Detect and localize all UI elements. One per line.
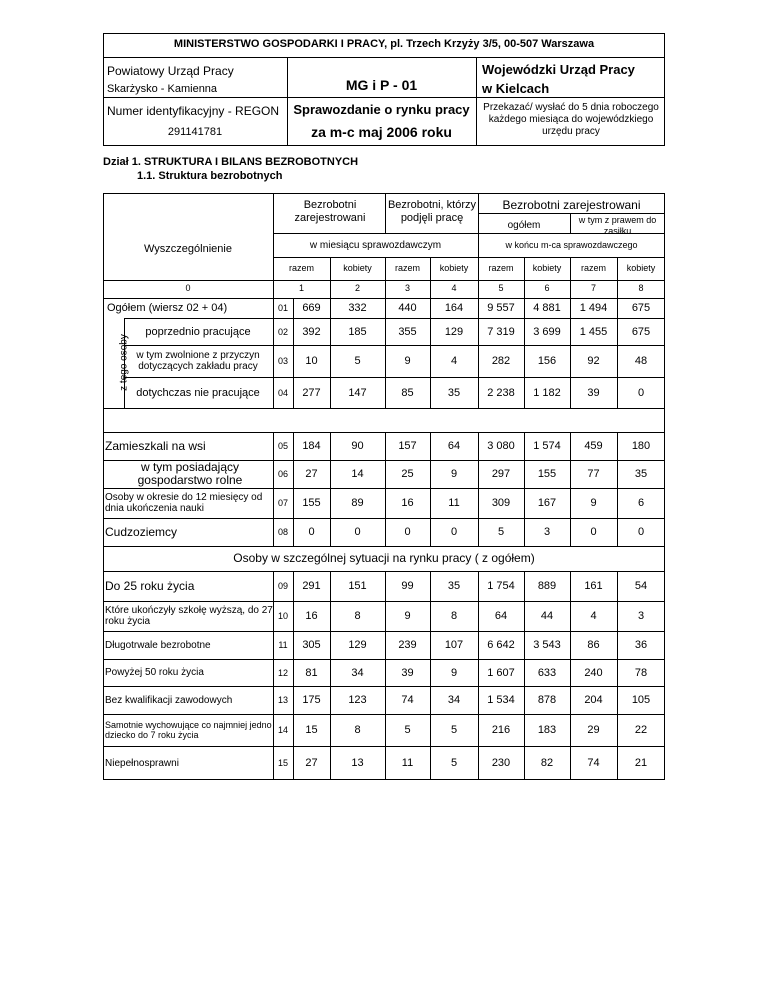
cell-value: 239 [398,639,417,651]
col-number: 2 [354,283,360,293]
cell-value: 297 [491,468,511,480]
cell-value: 4 881 [533,302,561,314]
cell-value: 48 [634,355,648,367]
cell-value: 3 543 [533,639,561,651]
row-label: w tym zwolnione z przyczyn dotyczących zakładu pracy [136,350,260,372]
row-code: 04 [277,387,288,398]
sub-kobiety: kobiety [626,263,656,273]
office-label: Powiatowy Urząd Pracy [107,64,234,78]
cell-value: 8 [354,610,361,622]
row-label: Niepełnosprawni [105,757,179,769]
cell-value: 0 [637,526,645,538]
cell-value: 35 [634,468,648,480]
special-heading: Osoby w szczególnej sytuacji na rynku pracy ( z ogółem) [233,551,535,565]
form-code: MG i P - 01 [345,77,418,93]
cell-value: 0 [308,526,315,538]
cell-value: 34 [447,694,461,706]
cell-value: 355 [398,325,417,338]
cell-value: 107 [444,639,464,651]
head-bezrobotni-zarejestrowani: Bezrobotni zarejestrowani [294,199,366,224]
cell-value: 90 [351,440,364,452]
cell-value: 440 [398,302,417,314]
z-tego-osoby-label: z tego osoby [118,334,130,391]
cell-value: 1 534 [487,694,515,706]
cell-value: 9 [450,468,458,480]
cell-value: 889 [537,580,557,592]
cell-value: 3 080 [487,440,515,452]
section-title: Dział 1. STRUKTURA I BILANS BEZROBOTNYCH [103,156,359,168]
wup-line2: w Kielcach [482,81,550,96]
cell-value: 77 [587,468,600,480]
cell-value: 9 557 [487,302,515,314]
office-name: Skarżysko - Kamienna [107,83,218,95]
cell-value: 0 [637,386,645,399]
cell-value: 44 [540,610,554,622]
cell-value: 669 [302,302,321,314]
row-code: 07 [277,498,288,508]
regon-label: Numer identyfikacyjny - REGON [107,104,280,118]
cell-value: 5 [404,724,411,736]
cell-value: 633 [537,666,557,679]
row-label: Do 25 roku życia [105,578,195,593]
col-number: 3 [404,283,410,293]
row-label: Samotnie wychowujące co najmniej jedno dziecko do 7 roku życia [105,720,272,740]
row-label: dotychczas nie pracujące [136,386,260,399]
cell-value: 183 [537,724,557,736]
cell-value: 5 [354,355,361,367]
col-number: 6 [544,283,550,293]
row-code: 09 [277,581,288,591]
row-label: w tym posiadający gospodarstwo rolne [137,460,243,487]
row-divider [103,571,665,572]
cell-value: 1 455 [579,325,608,338]
cell-value: 5 [497,526,505,538]
cell-value: 129 [348,639,367,651]
col-number: 5 [498,283,504,293]
cell-value: 21 [634,757,648,769]
cell-value: 35 [447,386,461,399]
row-code: 08 [277,527,288,537]
cell-value: 185 [348,325,367,338]
row-code: 15 [277,758,288,768]
cell-value: 675 [631,302,651,314]
cell-value: 39 [587,386,600,399]
cell-value: 332 [348,302,367,314]
cell-value: 157 [398,440,417,452]
cell-value: 164 [444,302,464,314]
cell-value: 36 [634,639,648,651]
row-label: Zamieszkali na wsi [105,438,206,453]
cell-value: 156 [537,355,557,367]
row-label: Ogółem (wiersz 02 + 04) [107,302,228,314]
cell-value: 240 [584,666,603,679]
cell-value: 216 [491,724,511,736]
cell-value: 175 [302,694,321,706]
col-number: 8 [638,283,644,293]
cell-value: 147 [348,386,367,399]
cell-value: 161 [584,580,603,592]
cell-value: 6 642 [487,639,515,651]
cell-value: 5 [450,724,458,736]
cell-value: 0 [450,526,458,538]
cell-value: 3 699 [533,325,561,338]
cell-value: 78 [634,666,648,679]
cell-value: 155 [537,468,557,480]
cell-value: 54 [634,580,648,592]
cell-value: 105 [631,694,651,706]
cell-value: 277 [302,386,321,399]
cell-value: 878 [537,694,557,706]
row-code: 02 [277,326,288,337]
cell-value: 74 [401,694,414,706]
cell-value: 392 [302,325,321,338]
row-code: 03 [277,356,288,366]
cell-value: 29 [587,724,600,736]
cell-value: 282 [491,355,511,367]
col-number: 4 [451,283,457,293]
cell-value: 1 754 [487,580,515,592]
cell-value: 4 [590,610,597,622]
cell-value: 15 [305,724,318,736]
cell-value: 16 [305,610,318,622]
cell-value: 123 [348,694,367,706]
cell-value: 0 [404,526,411,538]
head-ogolem: ogółem [507,220,541,231]
cell-value: 305 [302,639,321,651]
row-code: 12 [277,667,288,678]
row-divider [103,546,665,547]
cell-value: 9 [404,355,411,367]
cell-value: 6 [637,497,645,509]
cell-value: 14 [351,468,364,480]
cell-value: 74 [587,757,600,769]
section-subtitle: 1.1. Struktura bezrobotnych [137,170,283,182]
cell-value: 167 [537,497,557,509]
row-code: 13 [277,695,288,705]
cell-value: 1 494 [579,302,608,314]
send-note: Przekazać/ wysłać do 5 dnia roboczego każdego miesiąca do wojewódzkiego urzędu pracy [483,102,659,137]
cell-value: 10 [305,355,318,367]
wup-line1: Wojewódzki Urząd Pracy [482,62,635,77]
cell-value: 9 [590,497,597,509]
cell-value: 89 [351,497,364,509]
cell-value: 230 [491,757,511,769]
cell-value: 11 [401,757,414,769]
cell-value: 25 [401,468,414,480]
cell-value: 22 [634,724,648,736]
row-divider [103,432,665,433]
report-title: Sprawozdanie o rynku pracy [293,102,470,117]
col-number: 7 [590,283,596,293]
cell-value: 64 [447,440,461,452]
report-period: za m-c maj 2006 roku [311,124,452,140]
cell-value: 9 [450,666,458,679]
cell-value: 92 [587,355,600,367]
cell-value: 180 [631,440,651,452]
head-w-koncu: w końcu m-ca sprawozdawczego [505,240,638,250]
row-code: 05 [277,441,288,451]
ministry-title: MINISTERSTWO GOSPODARKI I PRACY, pl. Trzech Krzyży 3/5, 00-507 Warszawa [173,38,595,50]
col-number: 1 [298,283,304,293]
sub-kobiety: kobiety [343,263,372,273]
cell-value: 291 [302,580,321,592]
row-label: poprzednio pracujące [145,325,251,338]
cell-value: 129 [444,325,464,338]
cell-value: 204 [584,694,603,706]
sub-razem: razem [288,263,314,273]
row-code: 01 [277,303,288,313]
sub-razem: razem [580,263,606,273]
cell-value: 151 [348,580,367,592]
regon-value: 291141781 [167,126,223,138]
cell-value: 3 [637,610,645,622]
cell-value: 99 [401,580,414,592]
row-code: 10 [277,611,288,621]
row-code: 06 [277,469,288,479]
row-label: Długotrwale bezrobotne [105,639,211,651]
cell-value: 34 [351,666,364,679]
cell-value: 0 [354,526,361,538]
cell-value: 27 [305,468,318,480]
cell-value: 81 [305,666,318,679]
cell-value: 675 [631,325,651,338]
row-label: Powyżej 50 roku życia [105,667,204,678]
cell-value: 7 319 [487,325,515,338]
row-label: Cudzoziemcy [105,524,178,539]
cell-value: 5 [450,757,458,769]
sub-razem: razem [488,263,514,273]
cell-value: 64 [494,610,508,622]
cell-value: 184 [302,440,321,452]
cell-value: 0 [590,526,597,538]
cell-value: 9 [404,610,411,622]
row-label: Bez kwalifikacji zawodowych [105,694,233,706]
cell-value: 459 [584,440,603,452]
cell-value: 13 [351,757,364,769]
cell-value: 4 [450,355,458,367]
row-divider [103,408,665,409]
cell-value: 39 [401,666,414,679]
cell-value: 85 [401,386,414,399]
cell-value: 86 [587,639,600,651]
cell-value: 3 [543,526,551,538]
cell-value: 11 [448,497,460,509]
head-wyszczegolnienie: Wyszczególnienie [144,243,232,255]
cell-value: 1 607 [487,666,515,679]
cell-value: 309 [491,497,511,509]
row-code: 14 [277,725,288,735]
row-label: Które ukończyły szkołę wyższą, do 27 roku życia [105,605,273,627]
sub-razem: razem [394,263,420,273]
cell-value: 16 [401,497,414,509]
cell-value: 1 574 [533,440,561,452]
cell-value: 2 238 [487,386,515,399]
head-w-miesiacu: w miesiącu sprawozdawczym [309,240,442,251]
sub-kobiety: kobiety [532,263,562,273]
head-z-prawem: w tym z prawem do zasiłku [578,215,657,236]
col-number: 0 [185,283,191,293]
sub-kobiety: kobiety [439,263,469,273]
cell-value: 155 [302,497,321,509]
cell-value: 82 [540,757,554,769]
cell-value: 35 [447,580,461,592]
cell-value: 27 [305,757,318,769]
row-code: 11 [278,640,288,650]
cell-value: 1 182 [533,386,561,399]
row-label: Osoby w okresie do 12 miesięcy od dnia ukończenia nauki [105,492,263,514]
cell-value: 8 [450,610,458,622]
head-bezrobotni-zarejestrowani-end: Bezrobotni zarejestrowani [502,198,641,212]
cell-value: 8 [354,724,361,736]
head-podjeli-prace: Bezrobotni, którzy podjęli pracę [387,199,477,224]
